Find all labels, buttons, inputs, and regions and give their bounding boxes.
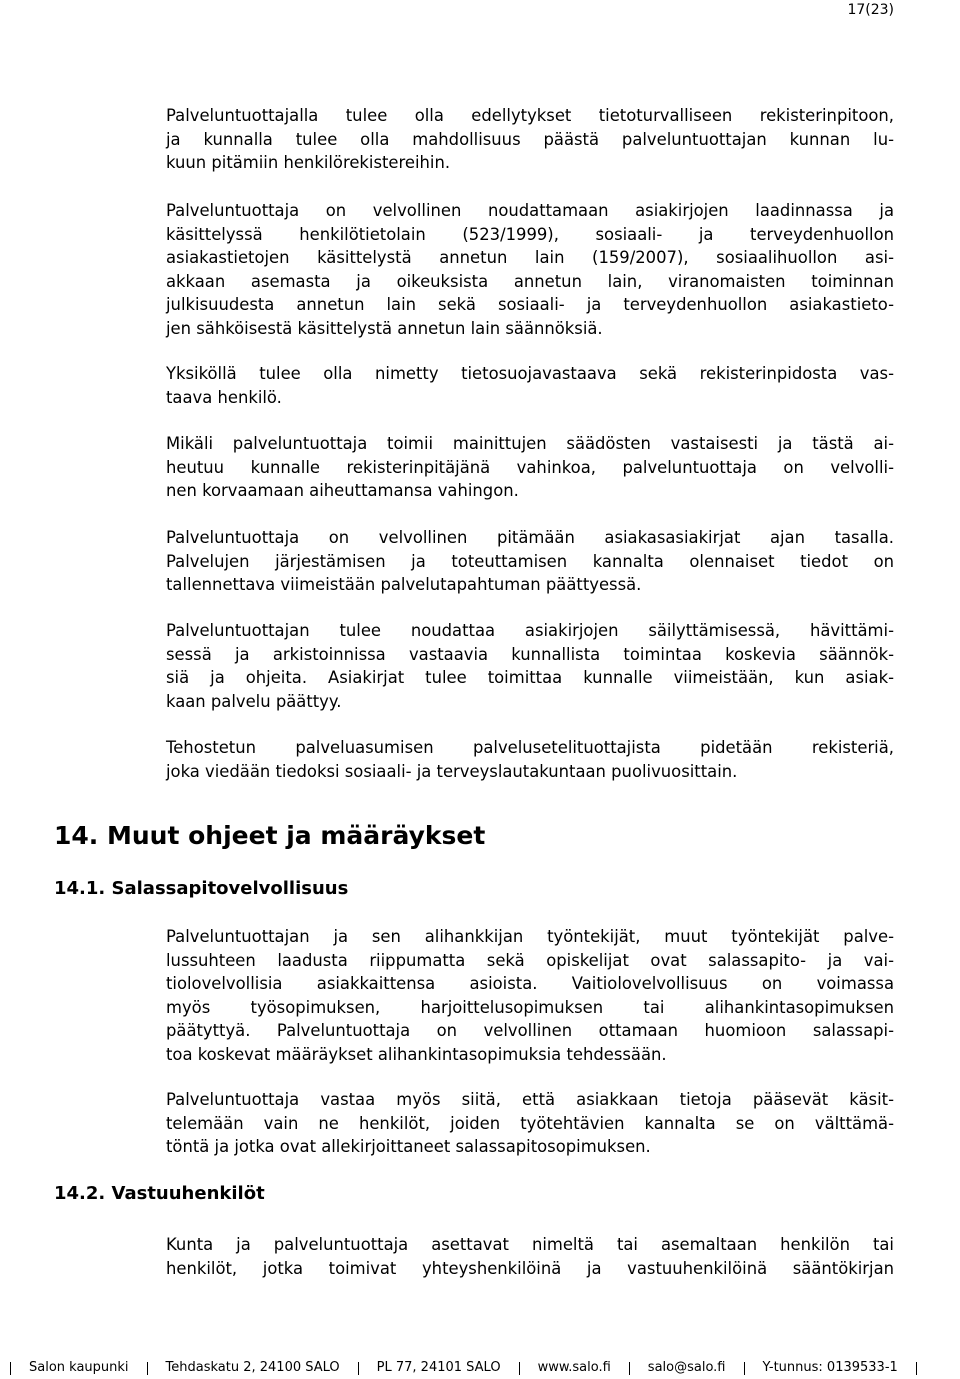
text-line: akkaan asemasta ja oikeuksista annetun lain, viranomaisten toiminnan [166,271,894,291]
section-heading: 14. Muut ohjeet ja määräykset [54,821,486,850]
text-line: Yksiköllä tulee olla nimetty tietosuojavastaava sekä rekisterinpidosta vas- [166,364,894,383]
paragraph-asiakirjat-laadinta [166,199,894,340]
footer-separator [147,1362,148,1375]
paragraph-tietosuojavastaava [166,362,894,409]
text-line: tiolovelvollisia asiakkaittensa asioista. Vaitiolovelvollisuus on voimassa [166,974,894,993]
paragraph-salassapito [166,925,894,1066]
paragraph-vastuuhenkilot [166,1233,894,1280]
text-line: taava henkilö. [166,387,282,407]
paragraph-tietojen-kasittely [166,1088,894,1159]
text-line: asiakastietojen käsittelystä annetun lain (159/2007), sosiaalihuollon asi- [166,248,894,267]
text-line: heutuu kunnalle rekisterinpitäjänä vahinkoa, palveluntuottaja on velvolli- [166,457,894,477]
footer-email: salo@salo.fi [647,1360,726,1375]
page-number: 17(23) [847,2,894,18]
text-line: myös työsopimuksen, harjoittelusopimuksen tai alihankintasopimuksen [166,997,894,1017]
footer-website: www.salo.fi [537,1360,611,1375]
subsection-heading-vastuuhenkilot: 14.2. Vastuuhenkilöt [54,1183,265,1204]
text-line: päätyttyä. Palveluntuottaja on velvollinen ottamaan huomioon salassapi- [166,1021,894,1040]
text-line: töntä ja jotka ovat allekirjoittaneet salassapitosopimuksen. [166,1137,651,1156]
text-line: telemään vain ne henkilöt, joiden työtehtävien kannalta se on välttämä- [166,1113,894,1133]
text-line: jen sähköisestä käsittelystä annetun lain säännöksiä. [166,318,603,338]
text-line: lussuhteen laadusta riippumatta sekä opiskelijat ovat salassapito- ja vai- [166,950,894,970]
footer-separator [358,1362,359,1375]
text-line: ja kunnalla tulee olla mahdollisuus päästä palveluntuottajan kunnan lu- [166,129,894,149]
footer-organization: Salon kaupunki [29,1360,129,1375]
text-line: joka viedään tiedoksi sosiaali- ja terveyslautakuntaan puolivuosittain. [166,761,738,781]
text-line: Palveluntuottajan ja sen alihankkijan työntekijät, muut työntekijät palve- [166,927,894,946]
text-line: henkilöt, jotka toimivat yhteyshenkilöinä ja vastuuhenkilöinä sääntökirjan [166,1258,894,1278]
text-line: nen korvaamaan aiheuttamansa vahingon. [166,481,519,500]
text-line: Palveluntuottaja on velvollinen pitämään asiakasasiakirjat ajan tasalla. [166,528,894,547]
text-line: kuun pitämiin henkilörekistereihin. [166,153,451,172]
text-line: julkisuudesta annetun lain sekä sosiaali- ja terveydenhuollon asiakastieto- [166,295,894,314]
footer-separator [10,1362,11,1375]
footer-separator [744,1362,745,1375]
text-line: siä ja ohjeita. Asiakirjat tulee toimittaa kunnalle viimeistään, kun asiak- [166,668,894,687]
footer-business-id: Y-tunnus: 0139533-1 [762,1360,898,1375]
paragraph-sailyttaminen [166,619,894,713]
text-line: käsittelyssä henkilötietolain (523/1999), sosiaali- ja terveydenhuollon [166,224,894,244]
footer-separator [629,1362,630,1375]
page-footer [10,1359,950,1377]
text-line: Palvelujen järjestämisen ja toteuttamisen kannalta olennaiset tiedot on [166,551,894,571]
text-line: tallennettava viimeistään palvelutapahtuman päättyessä. [166,575,642,594]
text-line: toa koskevat määräykset alihankintasopimuksia tehdessään. [166,1044,667,1064]
paragraph-vahingonkorvaus [166,432,894,503]
paragraph-asiakasasiakirjat [166,526,894,597]
text-line: Palveluntuottajalla tulee olla edellytykset tietoturvalliseen rekisterinpitoon, [166,106,894,125]
paragraph-rekisterinpito [166,104,894,175]
text-line: Palveluntuottaja on velvollinen noudattamaan asiakirjojen laadinnassa ja [166,201,894,220]
text-line: sessä ja arkistoinnissa vastaavia kunnallista toimintaa koskevia säännök- [166,644,894,664]
text-line: kaan palvelu päättyy. [166,691,342,711]
footer-separator [916,1362,917,1375]
subsection-heading-salassapito: 14.1. Salassapitovelvollisuus [54,878,349,899]
paragraph-rekisteri-palveluseteli [166,736,894,783]
text-line: Palveluntuottaja vastaa myös siitä, että asiakkaan tietoja pääsevät käsit- [166,1090,894,1109]
text-line: Tehostetun palveluasumisen palvelusetelituottajista pidetään rekisteriä, [166,738,894,757]
text-line: Kunta ja palveluntuottaja asettavat nimeltä tai asemaltaan henkilön tai [166,1235,894,1254]
text-line: Mikäli palveluntuottaja toimii mainittujen säädösten vastaisesti ja tästä ai- [166,434,894,453]
footer-separator [519,1362,520,1375]
footer-postal-address: PL 77, 24101 SALO [376,1360,501,1375]
footer-street-address: Tehdaskatu 2, 24100 SALO [165,1360,340,1375]
text-line: Palveluntuottajan tulee noudattaa asiakirjojen säilyttämisessä, hävittämi- [166,621,894,640]
